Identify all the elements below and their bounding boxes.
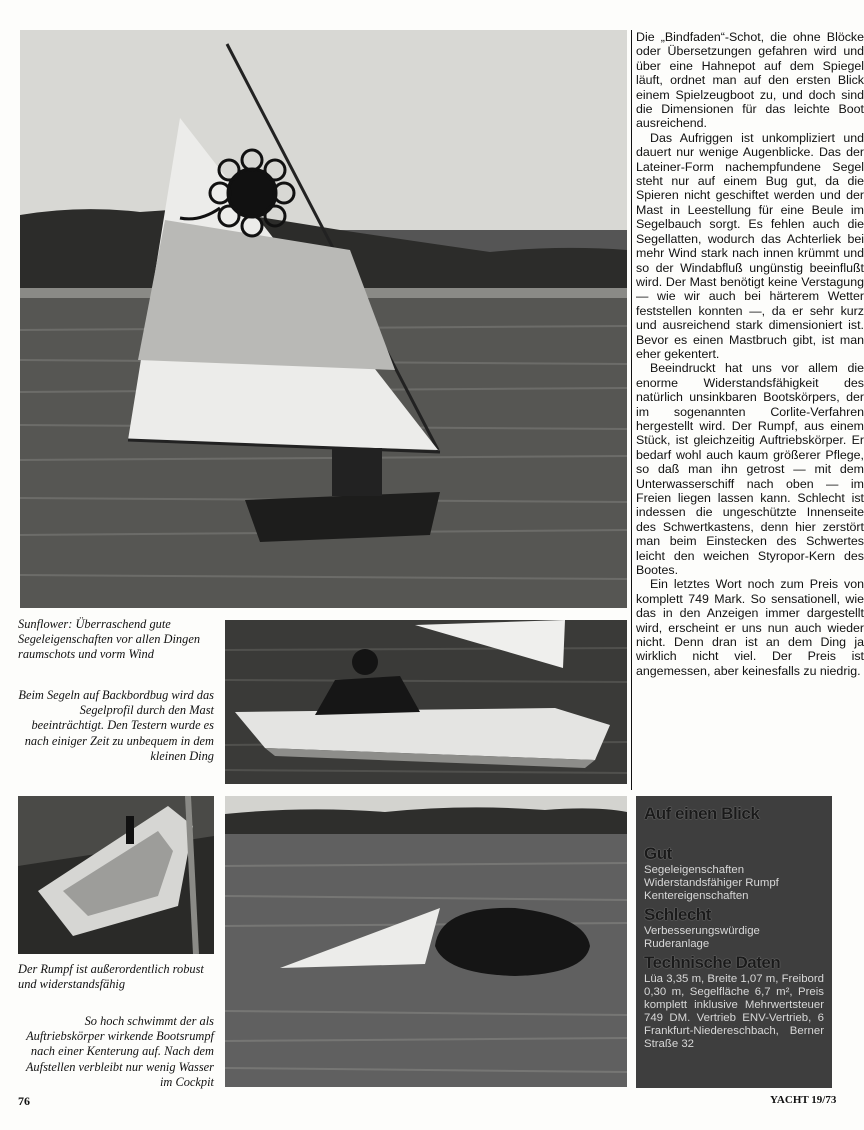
caption-rumpf-text: Der Rumpf ist außerordentlich robust und widerstandsfähig <box>18 962 204 992</box>
caption-kenterung <box>18 1014 214 1090</box>
box-gut-text: Segeleigenschaften Widerstandsfähiger Rumpf Kentereigenschaften <box>644 864 779 902</box>
article-paragraph: Beeindruckt hat uns vor allem die enorme Widerstandsfähigkeit des natürlich unsinkbaren Bootskörpers, der im sogenannten Corlite-Verfahren hergestellt wird. Der Rumpf, aus einem Stück, ist gleichzeitig Auftriebskörper. Er bedarf wohl auch kaum größerer Pflege, so daß man ihn getrost — mit dem Unterwasserschiff nach oben — im Freien liegen lassen kann. Schlecht ist indessen die ungeschützte Innenseite des Schwertkastens, denn hier zerstört man beim Einstecken des Schwertes leicht den weichen Styropor-Kern des Bootes. <box>636 361 864 578</box>
photo-sunflower-sailing <box>20 30 627 608</box>
box-title: Auf einen Blick <box>644 804 760 823</box>
caption-sunflower-text: Sunflower: Überraschend gute Segeleigenschaften vor allen Dingen raumschots und vorm Wind <box>18 617 201 662</box>
box-technik-text: Lüa 3,35 m, Breite 1,07 m, Freibord 0,30 m, Segelfläche 6,7 m², Preis komplett inklusive Mehrwertsteuer 749 DM. Vertrieb ENV-Vertrieb, 6 Frankfurt-Niedereschbach, Berner Straße 32 <box>644 973 824 1050</box>
caption-backbord <box>18 688 214 764</box>
article-column <box>636 30 864 678</box>
box-technik-heading: Technische Daten <box>644 953 781 972</box>
box-gut-heading: Gut <box>644 844 672 863</box>
article-paragraph: Das Aufriggen ist unkompliziert und dauert nur wenige Augenblicke. Das der Lateiner-Form nachempfundene Segel steht nur auf einem Bug gut, da die Spieren nicht geschiftet werden und der Mast in Leestellung für eine Beule im Segelbauch sorgt. Es fehlen auch die Segellatten, wodurch das Achterliek bei mehr Wind stark nach innen krümmt und so der Windabfluß ungünstig beeinflußt wird. Der Mast benötigt keine Verstagung — wie wir auch bei härterem Wetter feststellen konnten —, da er sehr kurz und ausreichend stark dimensioniert ist. Bevor es einen Mastbruch gibt, ist man eher gekentert. <box>636 130 864 361</box>
column-rule <box>631 30 632 790</box>
photo-kenterung <box>225 796 627 1087</box>
caption-sunflower <box>18 617 214 663</box>
article-paragraph: Die „Bindfaden“-Schot, die ohne Blöcke oder Übersetzungen gefahren wird und über eine Hahnepot auf dem Spiegel läuft, ordnet man auf den ersten Blick einem Spielzeugboot zu, und doch sind die Dimensionen für das leichte Boot ausreichend. <box>636 30 864 131</box>
article-paragraph: Ein letztes Wort noch zum Preis von komplett 749 Mark. So sensationell, wie das in den Anzeigen immer dargestellt wird, erscheint er uns nun auch wieder nicht. Denn dran ist an dem Ding ja wirklich nicht viel. Der Preis ist angemessen, aber keinesfalls zu niedrig. <box>636 577 864 678</box>
caption-backbord-text: Beim Segeln auf Backbordbug wird das Segelprofil durch den Mast beeinträchtigt. Den Testern wurde es nach einiger Zeit zu unbequem in dem kleinen Ding <box>18 688 214 763</box>
photo-backbordbug <box>225 620 627 784</box>
caption-kenterung-text: So hoch schwimmt der als Auftriebskörper wirkende Bootsrumpf nach einer Kenterung auf. Nach dem Aufstellen verbleibt nur wenig Wasser im Cockpit <box>25 1014 214 1089</box>
photo-rumpf <box>18 796 214 954</box>
caption-rumpf <box>18 962 214 992</box>
box-schlecht-heading: Schlecht <box>644 905 711 924</box>
page-number: 76 <box>18 1094 30 1108</box>
magazine-issue: YACHT 19/73 <box>770 1094 837 1106</box>
info-box <box>636 796 832 1088</box>
box-schlecht-text: Verbesserungswürdige Ruderanlage <box>644 925 760 950</box>
